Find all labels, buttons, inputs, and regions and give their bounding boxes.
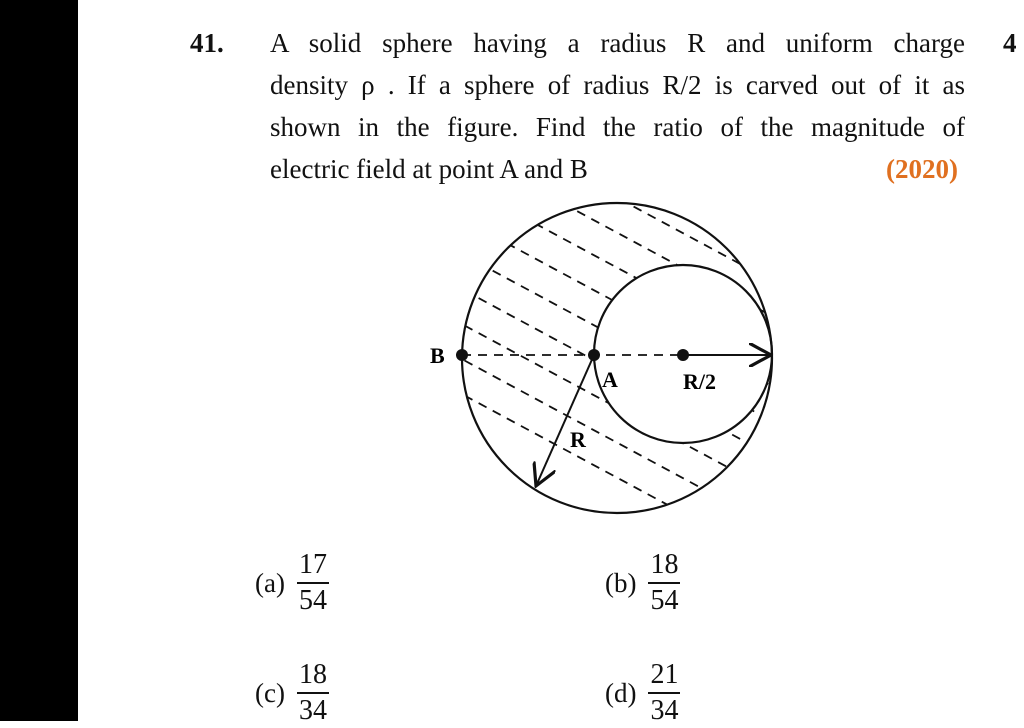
- question-line-3: shown in the figure. Find the ratio of the magnitude of: [270, 112, 965, 142]
- option-label: (b): [605, 567, 637, 598]
- option-b[interactable]: [605, 548, 680, 618]
- point-b: [456, 349, 468, 361]
- numerator: 18: [297, 658, 329, 694]
- option-fraction: [648, 658, 680, 728]
- question-line-2: density ρ . If a sphere of radius R/2 is carved out of it as: [270, 70, 965, 100]
- option-label: (c): [255, 677, 285, 708]
- option-a[interactable]: [255, 548, 329, 618]
- r-arrow: [536, 355, 594, 486]
- question-line-1: A solid sphere having a radius R and uniform charge: [270, 28, 965, 58]
- denominator: 54: [298, 585, 327, 616]
- cavity-center: [677, 349, 689, 361]
- label-b: B: [430, 343, 445, 368]
- option-fraction: [297, 548, 329, 618]
- denominator: 54: [650, 585, 679, 616]
- numerator: 21: [648, 658, 680, 694]
- question-line-4: electric field at point A and B: [270, 154, 588, 184]
- option-label: (d): [605, 677, 637, 708]
- next-question-number: 4: [1003, 28, 1017, 58]
- label-r: R: [570, 427, 586, 452]
- option-label: (a): [255, 567, 285, 598]
- numerator: 18: [648, 548, 680, 584]
- year-tag: (2020): [886, 154, 958, 184]
- denominator: 34: [650, 695, 679, 726]
- label-r-half: R/2: [683, 369, 716, 394]
- option-c[interactable]: [255, 658, 329, 728]
- option-d[interactable]: [605, 658, 680, 728]
- question-number: 41.: [190, 28, 224, 58]
- denominator: 34: [298, 695, 327, 726]
- point-a: [588, 349, 600, 361]
- option-fraction: [297, 658, 329, 728]
- label-a: A: [602, 367, 618, 392]
- numerator: 17: [297, 548, 329, 584]
- option-fraction: [648, 548, 680, 618]
